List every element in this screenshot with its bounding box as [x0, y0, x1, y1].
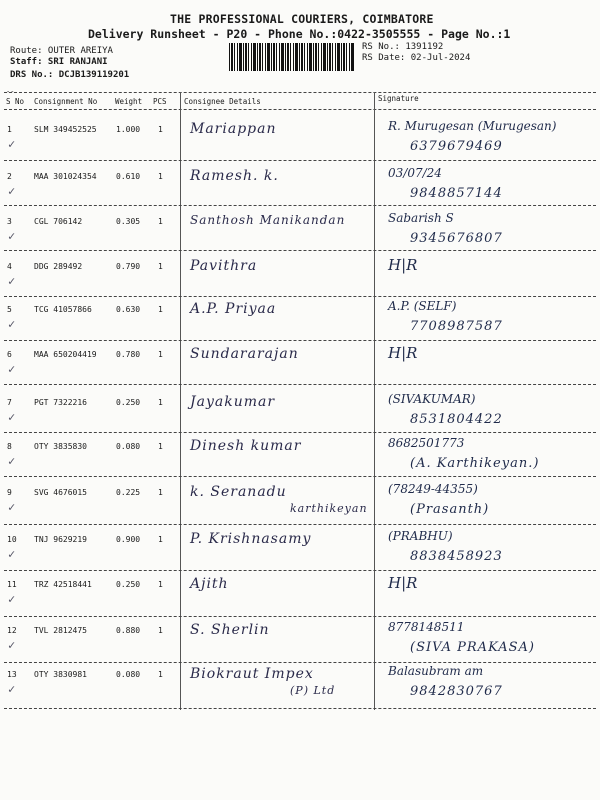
consignee-name-line2: karthikeyan	[290, 502, 368, 515]
tick-mark: ✓	[8, 317, 16, 331]
tick-mark: ✓	[8, 184, 16, 198]
pcs-value: 1	[158, 305, 163, 314]
tick-mark: ✓	[8, 638, 16, 652]
weight-value: 0.305	[116, 217, 141, 226]
consignee-column-line	[180, 92, 181, 710]
signature-phone: 7708987587	[410, 319, 503, 334]
consignee-name: Biokraut Impex	[190, 666, 314, 682]
row-sno: 8	[7, 442, 12, 451]
col-weight: Weight	[115, 97, 143, 106]
tick-mark: ✓	[8, 362, 16, 376]
col-consignee: Consignee Details	[184, 97, 261, 106]
signature-text: (78249-44355)	[388, 482, 478, 496]
signature-text: 8778148511	[388, 620, 465, 634]
row-separator	[4, 708, 596, 709]
tick-mark: ✓	[8, 410, 16, 424]
pcs-value: 1	[158, 580, 163, 589]
weight-value: 0.225	[116, 488, 141, 497]
pcs-value: 1	[158, 172, 163, 181]
weight-value: 0.080	[116, 670, 141, 679]
tick-mark: ✓	[8, 137, 16, 151]
row-sno: 5	[7, 305, 12, 314]
tick-mark: ✓	[8, 500, 16, 514]
consignee-name: P. Krishnasamy	[190, 531, 312, 547]
signature-phone: 9842830767	[410, 684, 503, 699]
pcs-value: 1	[158, 262, 163, 271]
pcs-value: 1	[158, 670, 163, 679]
route-label: Route: OUTER AREIYA	[10, 46, 113, 56]
consignee-name: A.P. Priyaa	[190, 301, 277, 317]
pcs-value: 1	[158, 442, 163, 451]
pcs-value: 1	[158, 350, 163, 359]
signature-phone: 6379679469	[410, 139, 503, 154]
rs-number: RS No.: 1391192	[362, 42, 444, 52]
row-sno: 4	[7, 262, 12, 271]
consignment-number: TRZ 42518441	[34, 580, 92, 589]
row-separator	[4, 384, 596, 385]
consignee-name-line2: (P) Ltd	[290, 684, 336, 697]
tick-mark: ✓	[8, 547, 16, 561]
weight-value: 0.900	[116, 535, 141, 544]
row-sno: 9	[7, 488, 12, 497]
row-separator	[4, 570, 596, 571]
row-sno: 2	[7, 172, 12, 181]
consignment-number: SLM 349452525	[34, 125, 97, 134]
consignment-number: OTY 3830981	[34, 670, 87, 679]
table-top-rule	[4, 92, 596, 93]
consignee-name: Sundararajan	[190, 346, 299, 362]
consignment-number: SVG 4676015	[34, 488, 87, 497]
col-pcs: PCS	[153, 97, 167, 106]
tick-mark: ✓	[8, 274, 16, 288]
row-sno: 11	[7, 580, 17, 589]
consignment-number: PGT 7322216	[34, 398, 87, 407]
consignee-name: Ramesh. k.	[190, 168, 279, 184]
signature-text: (PRABHU)	[388, 529, 453, 543]
consignment-number: MAA 301024354	[34, 172, 97, 181]
col-sno: S No	[6, 97, 25, 106]
weight-value: 0.630	[116, 305, 141, 314]
row-sno: 3	[7, 217, 12, 226]
signature-phone: 9848857144	[410, 186, 503, 201]
consignee-name: S. Sherlin	[190, 622, 270, 638]
signature-text: H|R	[388, 574, 418, 592]
consignee-name: Mariappan	[190, 121, 277, 137]
signature-text: 03/07/24	[388, 166, 442, 180]
row-separator	[4, 160, 596, 161]
tick-mark: ✓	[8, 592, 16, 606]
consignee-name: k. Seranadu	[190, 484, 287, 500]
row-sno: 13	[7, 670, 17, 679]
pcs-value: 1	[158, 217, 163, 226]
weight-value: 0.790	[116, 262, 141, 271]
signature-column-line	[374, 92, 375, 710]
consignment-number: TNJ 9629219	[34, 535, 87, 544]
row-sno: 6	[7, 350, 12, 359]
row-separator	[4, 476, 596, 477]
col-consignment: Consignment No	[34, 97, 98, 106]
consignee-name: Jayakumar	[190, 394, 276, 410]
row-separator	[4, 662, 596, 663]
consignee-name: Dinesh kumar	[190, 438, 302, 454]
signature-text: A.P. (SELF)	[388, 299, 457, 313]
tick-mark: ✓	[8, 229, 16, 243]
weight-value: 0.080	[116, 442, 141, 451]
pcs-value: 1	[158, 398, 163, 407]
consignment-number: DDG 289492	[34, 262, 83, 271]
consignment-number: OTY 3835830	[34, 442, 87, 451]
staff-label: Staff: SRI RANJANI	[10, 57, 108, 67]
company-title: THE PROFESSIONAL COURIERS, COIMBATORE	[170, 12, 434, 26]
signature-text: 8682501773	[388, 436, 465, 450]
row-sno: 7	[7, 398, 12, 407]
row-separator	[4, 296, 596, 297]
signature-phone: 8838458923	[410, 549, 503, 564]
col-signature: Signature	[378, 94, 419, 103]
signature-text: R. Murugesan (Murugesan)	[388, 119, 557, 133]
pcs-value: 1	[158, 535, 163, 544]
tick-mark: ✓	[8, 682, 16, 696]
drs-number: DRS No.: DCJB139119201	[10, 70, 130, 80]
row-sno: 10	[7, 535, 17, 544]
row-separator	[4, 616, 596, 617]
row-separator	[4, 250, 596, 251]
row-separator	[4, 340, 596, 341]
rs-date: RS Date: 02-Jul-2024	[362, 53, 471, 63]
pcs-value: 1	[158, 626, 163, 635]
corner-mark: --	[6, 88, 15, 96]
pcs-value: 1	[158, 488, 163, 497]
header-bottom-rule	[4, 109, 596, 110]
signature-text: (SIVAKUMAR)	[388, 392, 476, 406]
pcs-value: 1	[158, 125, 163, 134]
signature-phone: (A. Karthikeyan.)	[410, 456, 540, 471]
consignment-number: MAA 650204419	[34, 350, 97, 359]
signature-phone: 9345676807	[410, 231, 503, 246]
weight-value: 0.250	[116, 398, 141, 407]
row-separator	[4, 524, 596, 525]
signature-text: H|R	[388, 344, 418, 362]
weight-value: 1.000	[116, 125, 141, 134]
signature-phone: 8531804422	[410, 412, 503, 427]
barcode	[229, 43, 355, 71]
tick-mark: ✓	[8, 454, 16, 468]
consignee-name: Pavithra	[190, 258, 258, 274]
consignment-number: TVL 2812475	[34, 626, 87, 635]
signature-phone: (SIVA PRAKASA)	[410, 640, 536, 655]
consignee-name: Ajith	[190, 576, 229, 592]
row-sno: 12	[7, 626, 17, 635]
runsheet-title: Delivery Runsheet - P20 - Phone No.:0422-3505555 - Page No.:1	[88, 27, 511, 41]
row-separator	[4, 205, 596, 206]
signature-text: Sabarish S	[388, 211, 454, 225]
row-separator	[4, 432, 596, 433]
weight-value: 0.780	[116, 350, 141, 359]
consignment-number: TCG 41057866	[34, 305, 92, 314]
consignee-name: Santhosh Manikandan	[190, 213, 346, 227]
weight-value: 0.250	[116, 580, 141, 589]
weight-value: 0.880	[116, 626, 141, 635]
weight-value: 0.610	[116, 172, 141, 181]
row-sno: 1	[7, 125, 12, 134]
signature-text: H|R	[388, 256, 418, 274]
consignment-number: CGL 706142	[34, 217, 83, 226]
signature-text: Balasubram am	[388, 664, 484, 678]
signature-phone: (Prasanth)	[410, 502, 490, 517]
